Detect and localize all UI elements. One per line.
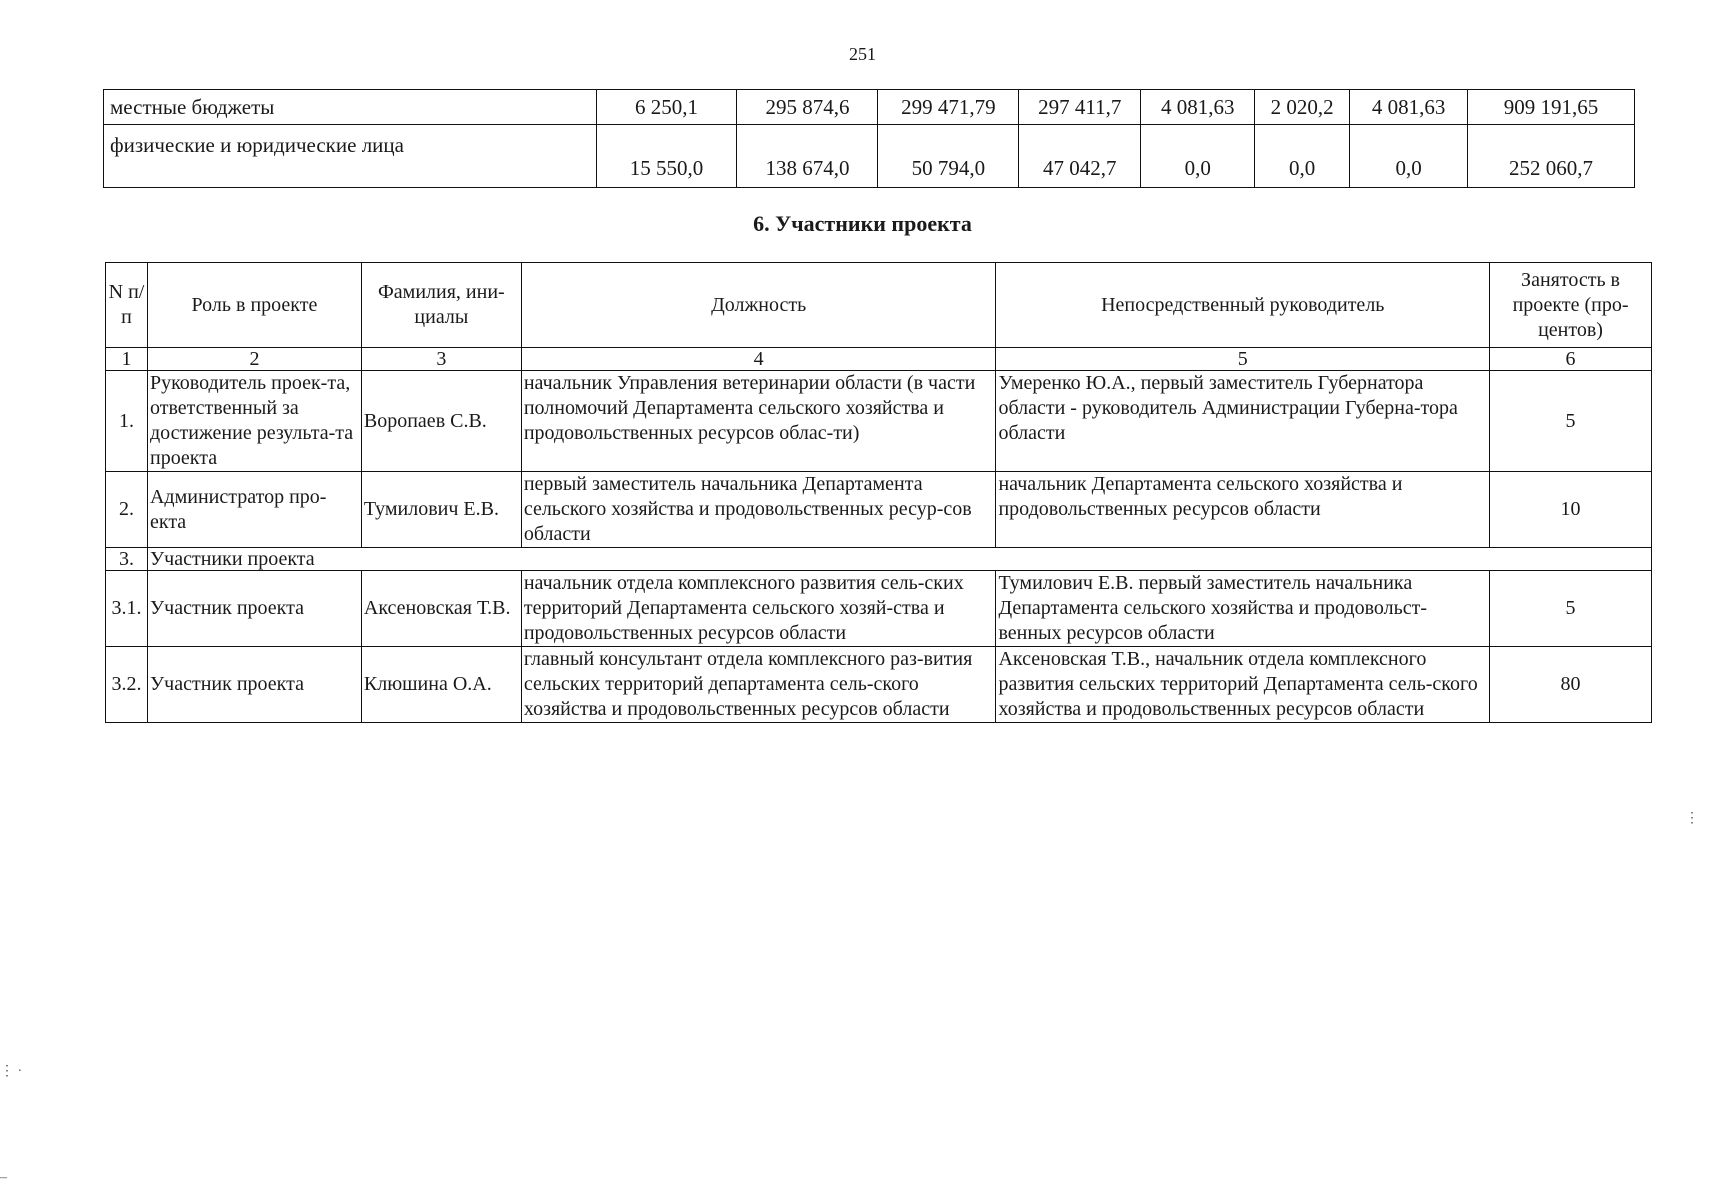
row-role: Участник проекта [147,647,361,723]
header-supervisor: Непосредственный руководитель [996,263,1490,348]
row-role: Администратор про-екта [147,472,361,548]
column-number: 1 [106,348,148,371]
budget-cell: 50 794,0 [878,125,1019,188]
budget-cell: 297 411,7 [1019,90,1141,125]
row-employment: 5 [1490,371,1652,472]
row-position: начальник Управления ветеринарии области (в части полномочий Департамента сельского хозяйства и продовольственных ресурсов облас-ти) [521,371,996,472]
budget-total-cell: 252 060,7 [1468,125,1635,188]
budget-row-label: физические и юридические лица [104,125,597,188]
row-number: 1. [106,371,148,472]
budget-cell: 15 550,0 [596,125,737,188]
header-number: N п/п [106,263,148,348]
table-row [106,571,1652,647]
column-number: 5 [996,348,1490,371]
row-employment: 80 [1490,647,1652,723]
row-supervisor: начальник Департамента сельского хозяйства и продовольственных ресурсов области [996,472,1490,548]
budget-cell: 47 042,7 [1019,125,1141,188]
column-number: 2 [147,348,361,371]
budget-cell: 299 471,79 [878,90,1019,125]
column-number: 3 [361,348,521,371]
table-row [106,371,1652,472]
row-name: Воропаев С.В. [361,371,521,472]
table-header-row [106,263,1652,348]
row-number: 2. [106,472,148,548]
scan-margin-mark: ⋮ [1685,811,1699,826]
row-number: 3. [106,548,148,571]
scan-margin-mark: ⋮ · [0,1064,23,1079]
row-position: начальник отдела комплексного развития сель-ских территорий Департамента сельского хозяй-ства и продовольственных ресурсов области [521,571,996,647]
budget-row-legal [104,125,1635,188]
page-number: 251 [849,44,876,64]
row-name: Аксеновская Т.В. [361,571,521,647]
budget-total-cell: 909 191,65 [1468,90,1635,125]
budget-row-label: местные бюджеты [104,90,597,125]
column-number: 6 [1490,348,1652,371]
row-role: Руководитель проек-та, ответственный за достижение результа-та проекта [147,371,361,472]
table-row [106,647,1652,723]
row-employment: 10 [1490,472,1652,548]
section-row-label: Участники проекта [147,548,1651,571]
budget-table [103,89,1635,188]
row-number: 3.2. [106,647,148,723]
row-employment: 5 [1490,571,1652,647]
header-role: Роль в проекте [147,263,361,348]
header-name: Фамилия, ини-циалы [361,263,521,348]
column-numbers-row [106,348,1652,371]
budget-cell: 138 674,0 [737,125,878,188]
column-number: 4 [521,348,996,371]
budget-cell: 0,0 [1255,125,1350,188]
row-supervisor: Аксеновская Т.В., начальник отдела комплексного развития сельских территорий Департамента сель-ского хозяйства и продовольственных ресурсов области [996,647,1490,723]
header-position: Должность [521,263,996,348]
budget-cell: 6 250,1 [596,90,737,125]
participants-table [105,262,1652,723]
row-position: главный консультант отдела комплексного раз-вития сельских территорий департамента сель-ского хозяйства и продовольственных ресурсов области [521,647,996,723]
header-employment: Занятость в проекте (про-центов) [1490,263,1652,348]
budget-cell: 4 081,63 [1141,90,1255,125]
table-row [106,472,1652,548]
budget-row-local [104,90,1635,125]
section-title: 6. Участники проекта [753,211,972,236]
row-supervisor: Умеренко Ю.А., первый заместитель Губернатора области - руководитель Администрации Губерна-тора области [996,371,1490,472]
scan-margin-mark: – [0,1170,7,1185]
row-supervisor: Тумилович Е.В. первый заместитель начальника Департамента сельского хозяйства и продовольст-венных ресурсов области [996,571,1490,647]
section-row [106,548,1652,571]
budget-cell: 0,0 [1350,125,1468,188]
row-name: Тумилович Е.В. [361,472,521,548]
row-role: Участник проекта [147,571,361,647]
row-position: первый заместитель начальника Департамента сельского хозяйства и продовольственных ресур-сов области [521,472,996,548]
budget-cell: 2 020,2 [1255,90,1350,125]
row-name: Клюшина О.А. [361,647,521,723]
budget-cell: 0,0 [1141,125,1255,188]
budget-cell: 4 081,63 [1350,90,1468,125]
row-number: 3.1. [106,571,148,647]
budget-cell: 295 874,6 [737,90,878,125]
